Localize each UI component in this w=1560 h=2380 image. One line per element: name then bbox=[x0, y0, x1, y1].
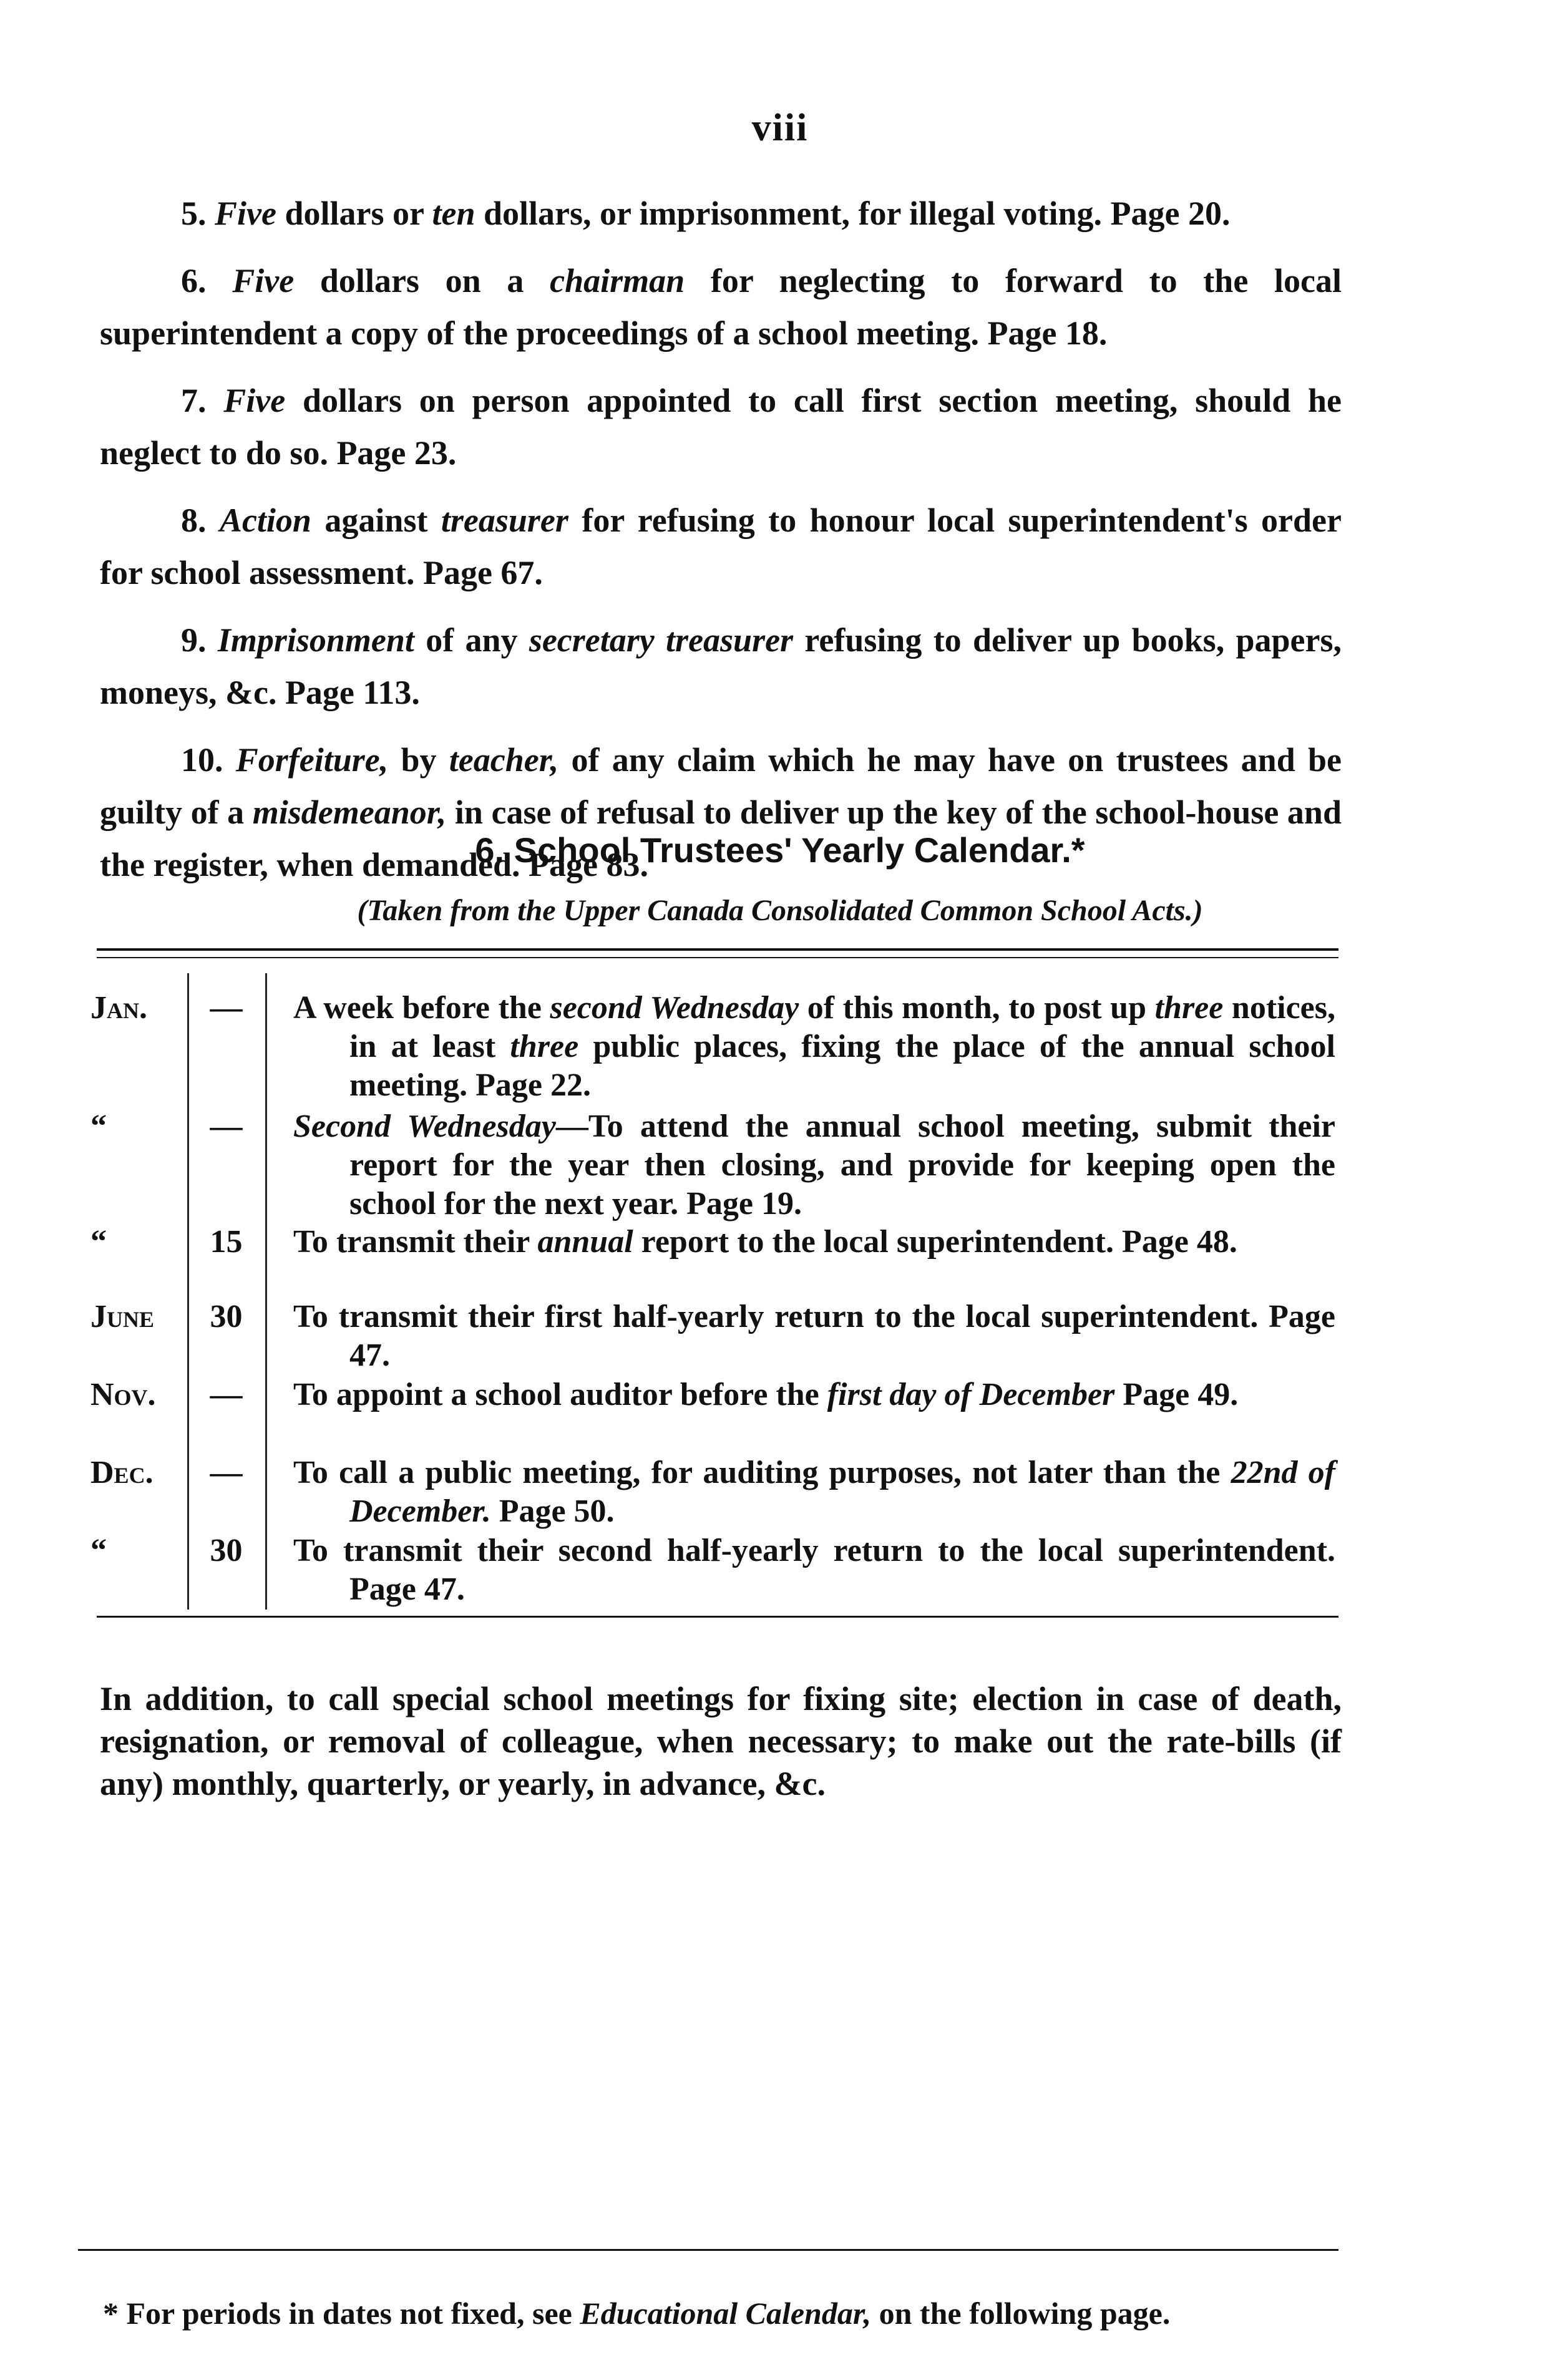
footnote-lead: * For periods in dates not fixed, see bbox=[103, 2296, 580, 2331]
italic-text: three bbox=[510, 1029, 579, 1064]
section-title: 6. School Trustees' Yearly Calendar.* bbox=[475, 830, 1085, 870]
footnote-tail: on the following page. bbox=[871, 2296, 1171, 2331]
italic-text: first day of December bbox=[827, 1377, 1115, 1412]
section-subtitle: (Taken from the Upper Canada Consolidated Common School Acts.) bbox=[357, 894, 1203, 927]
page-number: viii bbox=[751, 107, 809, 149]
text-run: To transmit their first half-yearly return to the local superintendent. Page 47. bbox=[293, 1299, 1335, 1373]
italic-text: Forfeiture, bbox=[235, 741, 389, 779]
list-item bbox=[100, 614, 1342, 719]
text-run: To appoint a school auditor before the bbox=[293, 1377, 827, 1412]
item-number: 7. bbox=[181, 382, 224, 419]
text-run: dollars on person appointed to call first section meeting, should he neglect to do so. Page 23. bbox=[100, 382, 1342, 472]
text-run: in case of refusal to deliver up the key of the school-house and the register, when demanded. Page 83. bbox=[100, 794, 1342, 883]
text-run: for neglecting to forward to the local superintendent a copy of the proceedings of a school meeting. Page 18. bbox=[100, 262, 1342, 352]
item-number: 10. bbox=[181, 741, 236, 779]
day-cell: 30 bbox=[210, 1533, 243, 1568]
text-run: by bbox=[388, 741, 449, 779]
italic-text: treasurer bbox=[441, 502, 568, 539]
italic-text: secretary treasurer bbox=[529, 621, 794, 659]
italic-text: ten bbox=[432, 195, 475, 232]
italic-text: Action bbox=[219, 502, 311, 539]
item-number: 9. bbox=[181, 621, 218, 659]
closing-paragraph: In addition, to call special school meetings for fixing site; election in case of death, resignation, or removal of colleague, when necessary; to make out the rate-bills (if any) monthly, quarterly, or yearly, in advance, &c. bbox=[100, 1680, 1342, 1802]
italic-text: 22nd of December. bbox=[349, 1455, 1335, 1529]
day-cell: — bbox=[210, 1377, 243, 1412]
month-cell: “ bbox=[90, 1533, 107, 1568]
italic-text: Second Wednesday bbox=[293, 1109, 556, 1144]
list-item bbox=[100, 374, 1342, 479]
duty-cell bbox=[293, 1376, 1335, 1414]
day-cell: — bbox=[210, 990, 243, 1026]
footnote-rule bbox=[78, 2249, 1338, 2251]
list-item bbox=[100, 187, 1342, 240]
duty-cell bbox=[293, 1298, 1335, 1375]
list-item bbox=[100, 494, 1342, 599]
duty-cell bbox=[293, 1532, 1335, 1609]
italic-text: Imprisonment bbox=[217, 621, 414, 659]
text-run: To transmit their bbox=[293, 1224, 538, 1260]
text-run: To transmit their second half-yearly return to the local superintendent. Page 47. bbox=[293, 1533, 1335, 1607]
text-run: public places, fixing the place of the annual school meeting. Page 22. bbox=[349, 1029, 1336, 1103]
table-bottom-rule bbox=[97, 1616, 1338, 1618]
duty-cell bbox=[293, 1107, 1335, 1223]
duty-cell bbox=[293, 1223, 1335, 1261]
day-cell: — bbox=[210, 1455, 243, 1490]
text-run: for refusing to honour local superintendent's order for school assessment. Page 67. bbox=[100, 502, 1342, 591]
footnote bbox=[69, 2295, 1342, 2332]
text-run: refusing to deliver up books, papers, moneys, &c. Page 113. bbox=[100, 621, 1342, 711]
table-top-rule bbox=[97, 948, 1338, 951]
day-cell: — bbox=[210, 1109, 243, 1144]
month-cell: Dec. bbox=[90, 1455, 154, 1490]
text-run: dollars or bbox=[276, 195, 432, 232]
month-cell: Nov. bbox=[90, 1377, 156, 1412]
month-cell: “ bbox=[90, 1109, 107, 1144]
text-run: report to the local superintendent. Page 48. bbox=[633, 1224, 1237, 1260]
text-run: Page 49. bbox=[1114, 1377, 1239, 1412]
text-run: notices, in at least bbox=[349, 990, 1335, 1064]
text-run: against bbox=[311, 502, 441, 539]
text-run: A week before the bbox=[293, 990, 550, 1026]
day-cell: 15 bbox=[210, 1224, 243, 1260]
column-divider-day bbox=[265, 973, 267, 1610]
italic-text: annual bbox=[537, 1224, 633, 1260]
italic-text: misdemeanor, bbox=[252, 794, 447, 831]
penalty-list bbox=[100, 187, 1342, 906]
duty-cell bbox=[293, 989, 1335, 1105]
item-number: 6. bbox=[181, 262, 233, 299]
text-run: Page 50. bbox=[490, 1494, 615, 1529]
italic-text: three bbox=[1154, 990, 1224, 1026]
italic-text: second Wednesday bbox=[550, 990, 799, 1026]
month-cell: June bbox=[90, 1299, 155, 1334]
column-divider-month bbox=[187, 973, 189, 1610]
item-number: 8. bbox=[181, 502, 220, 539]
text-run: —To attend the annual school meeting, submit their report for the year then closing, and provide for keeping open the school for the next year. Page 19. bbox=[349, 1109, 1335, 1222]
text-run: of any claim which he may have on trustees and be guilty of a bbox=[100, 741, 1342, 831]
text-run: of any bbox=[414, 621, 529, 659]
italic-text: Five bbox=[232, 262, 295, 299]
month-cell: Jan. bbox=[90, 990, 147, 1026]
text-run: dollars, or imprisonment, for illegal voting. Page 20. bbox=[475, 195, 1231, 232]
table-top-rule-thin bbox=[97, 957, 1338, 958]
text-run: of this month, to post up bbox=[799, 990, 1155, 1026]
italic-text: Five bbox=[215, 195, 276, 232]
text-run: To call a public meeting, for auditing purposes, not later than the bbox=[293, 1455, 1231, 1490]
footnote-reference-title: Educational Calendar, bbox=[580, 2296, 872, 2331]
day-cell: 30 bbox=[210, 1299, 243, 1334]
duty-cell bbox=[293, 1454, 1335, 1531]
item-number: 5. bbox=[181, 195, 215, 232]
month-cell: “ bbox=[90, 1224, 107, 1260]
italic-text: teacher, bbox=[449, 741, 559, 779]
list-item bbox=[100, 255, 1342, 359]
text-run: dollars on a bbox=[294, 262, 550, 299]
italic-text: Five bbox=[223, 382, 286, 419]
italic-text: chairman bbox=[550, 262, 685, 299]
